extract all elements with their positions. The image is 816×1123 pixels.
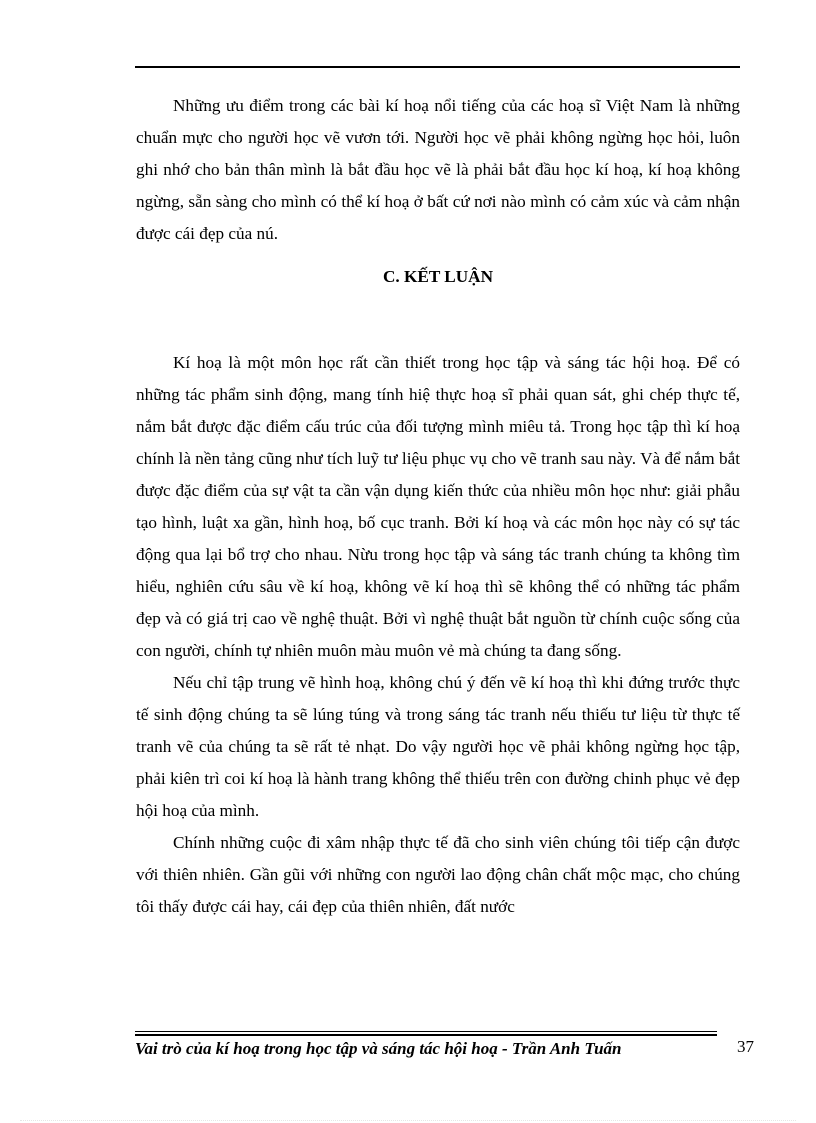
- body-paragraph: Nếu chỉ tập trung vẽ hình hoạ, không chú ý đến vẽ kí hoạ thì khi đứng trước thực tế sinh động chúng ta sẽ lúng túng và trong sáng tác tranh nếu thiếu tư liệu từ thực tế tranh vẽ của chúng ta sẽ rất tẻ nhạt. Do vậy người học vẽ phải không ngừng học tập, phải kiên trì coi kí hoạ là hành trang không thể thiếu trên con đường chinh phục vẻ đẹp hội hoạ của mình.: [136, 673, 740, 820]
- body-paragraph: Chính những cuộc đi xâm nhập thực tế đã cho sinh viên chúng tôi tiếp cận được với thiên nhiên. Gần gũi với những con người lao động chân chất mộc mạc, cho chúng tôi thấy được cái hay, cái đẹp của thiên nhiên, đất nước: [136, 833, 740, 916]
- footer-rule-thick: [135, 1034, 717, 1036]
- footer-rule-thin: [135, 1031, 717, 1032]
- running-footer-title: Vai trò của kí hoạ trong học tập và sáng tác hội hoạ - Trần Anh Tuấn: [135, 1039, 622, 1058]
- section-heading: C. KẾT LUẬN: [383, 267, 493, 286]
- page-number: 37: [737, 1037, 754, 1056]
- bottom-dotted-border: [20, 1120, 796, 1121]
- page-body: [136, 90, 740, 923]
- header-rule: [135, 66, 740, 68]
- body-paragraph: Những ưu điểm trong các bài kí hoạ nổi tiếng của các hoạ sĩ Việt Nam là những chuẩn mực cho người học vẽ vươn tới. Người học vẽ phải không ngừng học hỏi, luôn ghi nhớ cho bản thân mình là bắt đầu học vẽ là phải bắt đầu học kí hoạ, kí hoạ không ngừng, sẵn sàng cho mình có thể kí hoạ ở bất cứ nơi nào mình có cảm xúc và cảm nhận được cái đẹp của nú.: [136, 96, 740, 243]
- body-paragraph: Kí hoạ là một môn học rất cần thiết trong học tập và sáng tác hội hoạ. Để có những tác phẩm sinh động, mang tính hiệ thực hoạ sĩ phải quan sát, ghi chép thực tế, nắm bắt được đặc điểm cấu trúc của đối tượng mình miêu tả. Trong học tập thì kí hoạ chính là nền tảng cũng như tích luỹ tư liệu phục vụ cho vẽ tranh sau này. Và để nắm bắt được đặc điểm của sự vật ta cần vận dụng kiến thức của nhiều môn học như: giải phẫu tạo hình, luật xa gần, hình hoạ, bố cục tranh. Bởi kí hoạ và các môn học này có sự tác động qua lại bổ trợ cho nhau. Nừu trong học tập và sáng tác tranh chúng ta không tìm hiểu, nghiên cứu sâu về kí hoạ, không vẽ kí hoạ thì sẽ không thể có những tác phẩm đẹp và có giá trị cao về nghệ thuật. Bởi vì nghệ thuật bắt nguồn từ chính cuộc sống của con người, chính tự nhiên muôn màu muôn vẻ mà chúng ta đang sống.: [136, 353, 740, 660]
